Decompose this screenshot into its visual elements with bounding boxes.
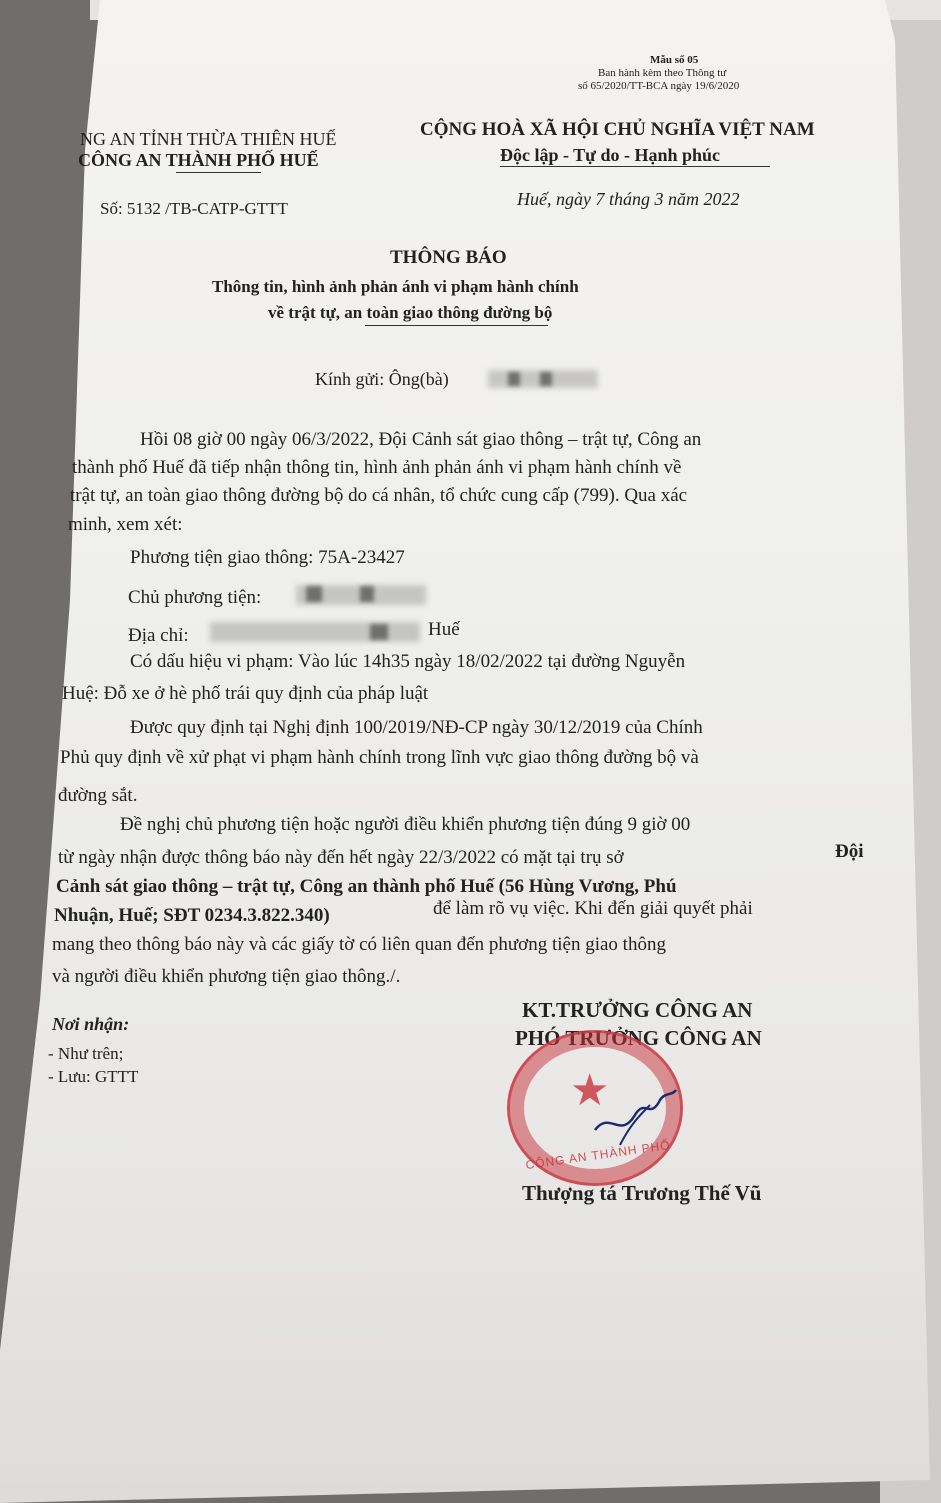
paragraph-line: minh, xem xét: (68, 514, 183, 535)
redacted-mark (360, 586, 374, 602)
document-title: THÔNG BÁO (390, 247, 507, 268)
request-line: Đề nghị chủ phương tiện hoặc người điều khiển phương tiện đúng 9 giờ 00 (120, 814, 691, 835)
form-reference: số 65/2020/TT-BCA ngày 19/6/2020 (578, 80, 740, 92)
subtitle-underline (365, 325, 548, 326)
paragraph-line: thành phố Huế đã tiếp nhận thông tin, hình ảnh phản ánh vi phạm hành chính về (72, 457, 682, 478)
stamp-star-icon: ★ (570, 1065, 610, 1116)
redacted-mark (540, 372, 552, 386)
redacted-mark (306, 586, 322, 602)
nation-name: CỘNG HOÀ XÃ HỘI CHỦ NGHĨA VIỆT NAM (420, 119, 815, 140)
request-line: từ ngày nhận được thông báo này đến hết ngày 22/3/2022 có mặt tại trụ sở (58, 847, 624, 868)
recipients-label: Nơi nhận: (52, 1014, 130, 1034)
violation-line: Có dấu hiệu vi phạm: Vào lúc 14h35 ngày 18/02/2022 tại đường Nguyễn (130, 651, 686, 672)
paragraph-line: trật tự, an toàn giao thông đường bộ do cá nhân, tổ chức cung cấp (799). Qua xác (70, 485, 688, 506)
place-date: Huế, ngày 7 tháng 3 năm 2022 (517, 189, 740, 209)
request-line: và người điều khiển phương tiện giao thông./. (52, 966, 401, 987)
redacted-mark (370, 624, 388, 640)
decree-line: Phủ quy định về xử phạt vi phạm hành chính trong lĩnh vực giao thông đường bộ và (60, 747, 699, 768)
form-issued: Ban hành kèm theo Thông tư (598, 67, 727, 79)
document-subtitle-1: Thông tin, hình ảnh phản ánh vi phạm hành chính (212, 277, 579, 296)
motto-underline (500, 166, 770, 167)
request-line: để làm rõ vụ việc. Khi đến giải quyết phải (433, 898, 753, 919)
document-number: Số: 5132 /TB-CATP-GTTT (100, 199, 288, 218)
form-number: Mẫu số 05 (650, 54, 699, 66)
request-line-bold: Nhuận, Huế; SĐT 0234.3.822.340) (54, 905, 330, 926)
signer-title-1: KT.TRƯỞNG CÔNG AN (522, 998, 753, 1022)
signer-name: Thượng tá Trương Thế Vũ (522, 1181, 762, 1205)
recipient-item: - Lưu: GTTT (48, 1067, 139, 1086)
violation-line: Huệ: Đỗ xe ở hè phố trái quy định của pháp luật (62, 683, 429, 704)
decree-line: Được quy định tại Nghị định 100/2019/NĐ-CP ngày 30/12/2019 của Chính (130, 717, 703, 738)
redacted-address (210, 622, 420, 642)
signer-title-2: PHÓ TRƯỞNG CÔNG AN (515, 1026, 762, 1050)
handwritten-signature (590, 1070, 680, 1160)
vehicle-plate: Phương tiện giao thông: 75A-23427 (130, 547, 405, 568)
redacted-mark (508, 372, 520, 386)
agency-name: CÔNG AN THÀNH PHỐ HUẾ (78, 150, 319, 170)
agency-underline (176, 172, 261, 173)
address-city: Huế (428, 619, 460, 640)
stamp-text: CÔNG AN THÀNH PHỐ (524, 1137, 672, 1173)
decree-line: đường sắt. (58, 785, 138, 806)
request-line: mang theo thông báo này và các giấy tờ có liên quan đến phương tiện giao thông (52, 934, 666, 955)
address-label: Địa chỉ: (128, 625, 189, 646)
salutation: Kính gửi: Ông(bà) (315, 369, 449, 389)
request-line-bold: Cảnh sát giao thông – trật tự, Công an thành phố Huế (56 Hùng Vương, Phú (56, 876, 677, 897)
agency-parent: NG AN TỈNH THỪA THIÊN HUẾ (80, 129, 337, 149)
owner-label: Chủ phương tiện: (128, 587, 262, 608)
request-line-bold: Đội (835, 841, 864, 862)
document-subtitle-2: về trật tự, an toàn giao thông đường bộ (268, 303, 553, 322)
recipient-item: - Như trên; (48, 1044, 124, 1063)
paragraph-line: Hồi 08 giờ 00 ngày 06/3/2022, Đội Cảnh sát giao thông – trật tự, Công an (140, 429, 702, 450)
motto: Độc lập - Tự do - Hạnh phúc (500, 145, 721, 165)
